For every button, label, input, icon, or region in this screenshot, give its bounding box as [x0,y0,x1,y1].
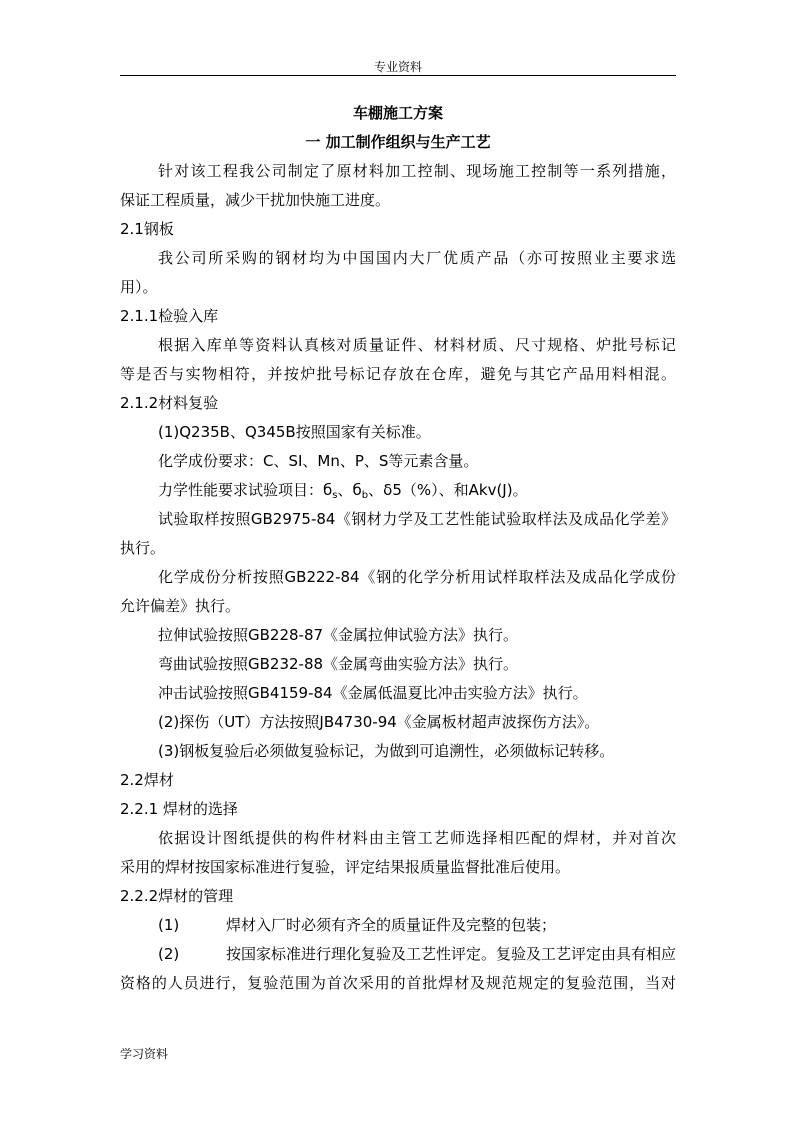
paragraph-line: 保证工程质量，减少干扰加快施工进度。 [120,191,391,209]
paragraph-line: 拉伸试验按照GB228-87《金属拉伸试验方法》执行。 [158,626,519,644]
paragraph-line: 执行。 [120,539,166,557]
subscript: s [332,490,338,501]
list-item: (2)探伤（UT）方法按照JB4730-94《金属板材超声波探伤方法》。 [158,713,600,731]
mech-suffix: 、δ5（%）、和Akv(J)。 [368,481,528,499]
paragraph-line: 用）。 [120,278,158,296]
paragraph-line: 等是否与实物相符，并按炉批号标记存放在仓库，避免与其它产品用料相混。 [120,365,676,383]
paragraph-line: 弯曲试验按照GB232-88《金属弯曲实验方法》执行。 [158,655,519,673]
list-item-text: 按国家标准进行理化复验及工艺性评定。复验及工艺评定由具有相应 [226,945,677,963]
paragraph-line: 允许偏差》执行。 [120,597,241,615]
paragraph-line: 资格的人员进行，复验范围为首次采用的首批焊材及规范规定的复验范围，当对 [120,974,676,992]
sigma-symbol: б [323,481,333,499]
paragraph-line: 化学成份分析按照GB222-84《钢的化学分析用试样取样法及成品化学成份 [158,568,676,586]
document-title: 车棚施工方案 [352,104,443,122]
paragraph-line: 我公司所采购的钢材均为中国国内大厂优质产品（亦可按照业主要求选 [158,249,676,267]
subscript: b [361,490,369,501]
list-item-number: (1) [158,916,180,934]
paragraph-line: 针对该工程我公司制定了原材料加工控制、现场施工控制等一系列措施， [158,162,676,180]
subsection-heading: 2.2焊材 [120,771,174,789]
paragraph-line: 依据设计图纸提供的构件材料由主管工艺师选择相匹配的焊材，并对首次 [158,829,676,847]
list-item-number: (2) [158,945,180,963]
section-heading: 一 加工制作组织与生产工艺 [305,133,491,151]
list-item-text: 焊材入厂时必须有齐全的质量证件及完整的包装； [226,916,557,934]
subsection-heading: 2.1.2材料复验 [120,394,219,412]
list-item: (3)钢板复验后必须做复验标记，为做到可追溯性，必须做标记转移。 [158,742,615,760]
paragraph-line: 试验取样按照GB2975-84《钢材力学及工艺性能试验取样法及成品化学差》 [158,510,676,528]
subsection-heading: 2.2.1 焊材的选择 [120,800,238,818]
subsection-heading: 2.1钢板 [120,220,174,238]
paragraph-line: 采用的焊材按国家标准进行复验，评定结果报质量监督批准后使用。 [120,858,571,876]
paragraph-line: 化学成份要求：C、SI、Mn、P、S等元素含量。 [158,452,479,470]
page-header: 专业资料 [373,60,422,74]
header-divider [120,75,676,76]
separator: 、 [337,481,353,499]
subsection-heading: 2.1.1检验入库 [120,307,219,325]
list-item: (1)Q235B、Q345B按照国家有关标准。 [158,423,431,441]
subsection-heading: 2.2.2焊材的管理 [120,887,234,905]
paragraph-line: 冲击试验按照GB4159-84《金属低温夏比冲击实验方法》执行。 [158,684,588,702]
sigma-symbol: б [352,481,362,499]
mechanical-properties-line [158,480,676,500]
mech-prefix: 力学性能要求试验项目： [158,481,324,499]
page-footer: 学习资料 [120,1047,169,1061]
paragraph-line: 根据入库单等资料认真核对质量证件、材料材质、尺寸规格、炉批号标记 [158,336,676,354]
